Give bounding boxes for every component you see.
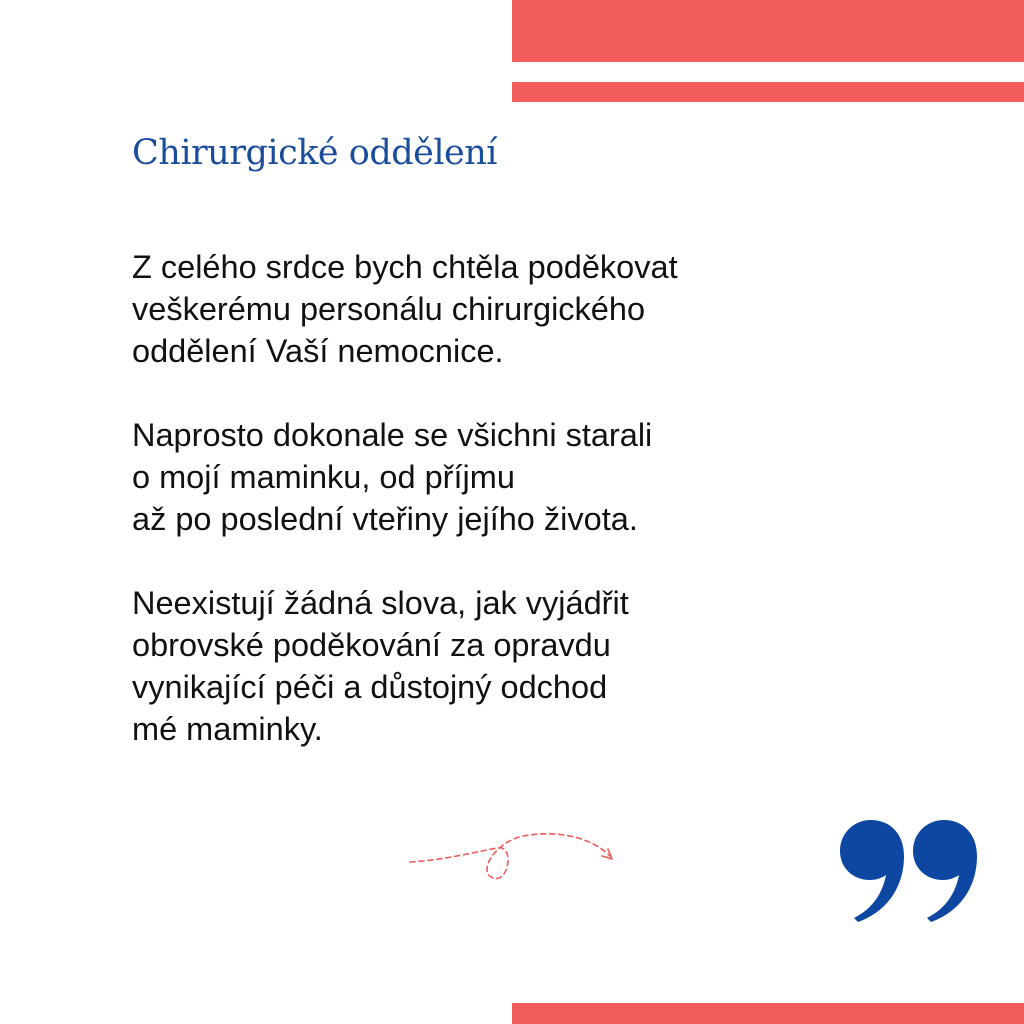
text-line: mé maminky. bbox=[132, 711, 323, 747]
top-accent-bar bbox=[512, 0, 1024, 62]
text-line: obrovské poděkování za opravdu bbox=[132, 627, 611, 663]
text-line: až po poslední vteřiny jejího života. bbox=[132, 501, 638, 537]
dashed-curly-arrow-icon bbox=[405, 826, 620, 886]
top-accent-stripe bbox=[512, 82, 1024, 102]
text-line: Naprosto dokonale se všichni starali bbox=[132, 417, 653, 453]
text-line: Z celého srdce bych chtěla poděkovat bbox=[132, 249, 678, 285]
paragraph bbox=[132, 414, 852, 540]
text-line: o mojí maminku, od příjmu bbox=[132, 459, 515, 495]
text-line: oddělení Vaší nemocnice. bbox=[132, 333, 504, 369]
closing-quote-icon bbox=[838, 818, 978, 924]
text-line: veškerému personálu chirurgického bbox=[132, 291, 646, 327]
paragraph bbox=[132, 246, 852, 372]
bottom-accent-bar bbox=[512, 1003, 1024, 1024]
page-title: Chirurgické oddělení bbox=[132, 133, 498, 173]
text-line: vynikající péči a důstojný odchod bbox=[132, 669, 608, 705]
text-line: Neexistují žádná slova, jak vyjádřit bbox=[132, 585, 629, 621]
testimonial-text bbox=[132, 246, 852, 792]
paragraph bbox=[132, 582, 852, 750]
